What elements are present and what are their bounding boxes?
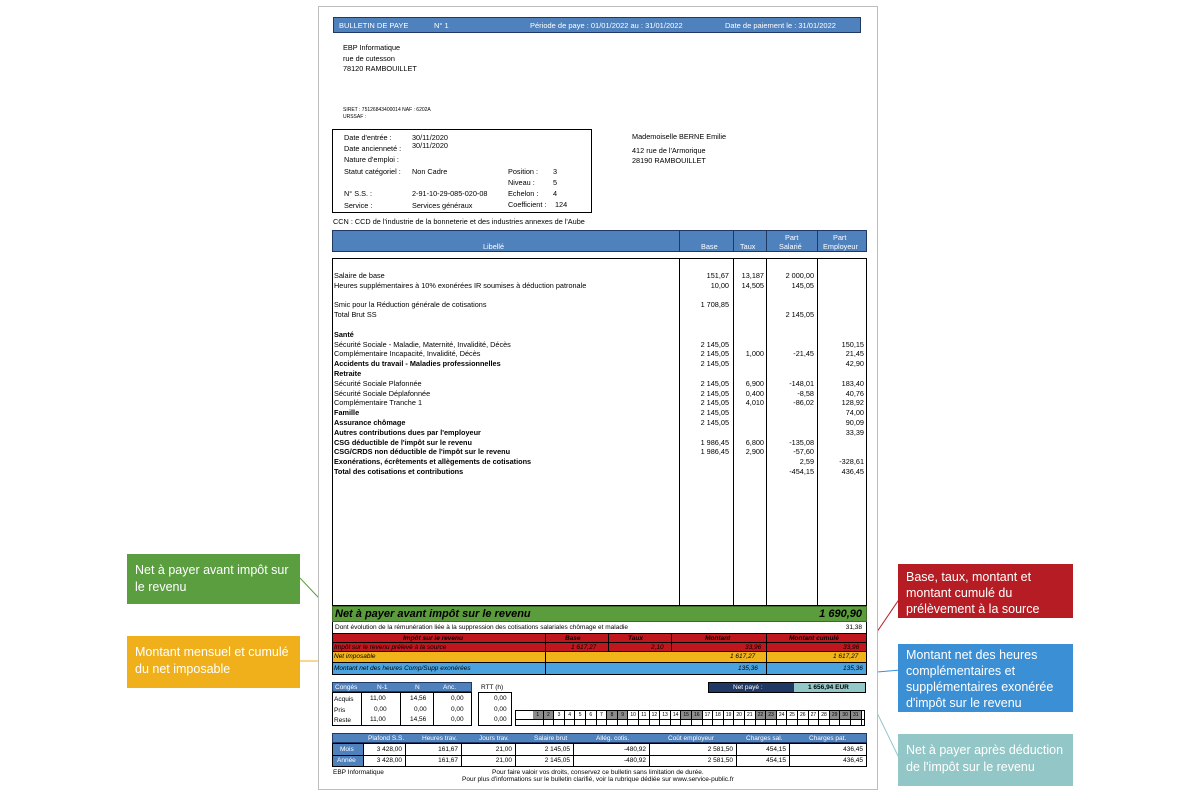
row-base: 10,00	[710, 280, 729, 290]
ss-label: N° S.S. :	[344, 189, 373, 198]
row-label: Heures supplémentaires à 10% exonérées IR soumises à déduction patronale	[334, 280, 587, 290]
ss-number: 2-91-10-29-085-020-08	[412, 189, 488, 198]
conges-h1: N-1	[377, 684, 388, 691]
row-taux: 0,400	[745, 388, 764, 398]
pay-period: Période de paye : 01/01/2022 au : 31/01/2022	[530, 21, 683, 30]
impot-section	[332, 633, 867, 652]
net-imposable-label: Net imposable	[334, 653, 376, 660]
calendar-day: 31	[851, 711, 862, 719]
conges-pris-label: Pris	[334, 707, 346, 714]
row-taux: 2,900	[745, 447, 764, 457]
employer-name: EBP Informatique	[343, 43, 401, 52]
date-entree-label: Date d'entrée :	[344, 133, 392, 142]
employee-street: 412 rue de l'Armorique	[632, 146, 706, 155]
calendar-day: 8	[607, 711, 618, 719]
conges-h3: Anc.	[443, 684, 457, 691]
cumuls-cell: -480,92	[623, 757, 646, 764]
callout-heures-comp: Montant net des heures complémentaires et supplémentaires exonérée d'impôt sur le revenu	[898, 644, 1073, 712]
row-base: 2 145,05	[700, 398, 729, 408]
row-base: 2 145,05	[700, 408, 729, 418]
echelon-label: Echelon :	[508, 189, 539, 198]
rtt-reste: 0,00	[494, 716, 507, 723]
row-part-employeur: 33,39	[845, 427, 864, 437]
employer-urssaf: URSSAF :	[343, 114, 367, 120]
cumuls-cell: 454,15	[766, 746, 786, 753]
conges-header	[332, 682, 472, 692]
conges-reste-anc: 0,00	[451, 716, 464, 723]
employee-city: 28190 RAMBOUILLET	[632, 156, 706, 165]
calendar-day-mark	[660, 719, 671, 725]
row-label: Total des cotisations et contributions	[334, 467, 464, 476]
cumuls-h4: Allég. cotis.	[596, 735, 630, 742]
impot-header-montant: Montant	[705, 635, 731, 642]
conges-reste-n: 14,56	[410, 716, 427, 723]
calendar-day: 17	[703, 711, 714, 719]
heures-comp-label: Montant net des heures Comp/Supp exonérées	[334, 665, 471, 672]
net-paye-value: 1 656,94 EUR	[808, 684, 849, 691]
row-part-employeur: 74,00	[845, 408, 864, 418]
calendar-day-mark	[777, 719, 788, 725]
conges-acquis-n: 14,56	[410, 695, 427, 702]
row-label: Total Brut SS	[334, 310, 377, 320]
calendar-day-mark	[533, 719, 544, 725]
position: 3	[553, 167, 558, 176]
row-part-employeur: 21,45	[845, 349, 864, 359]
bulletin-title: BULLETIN DE PAYE	[339, 21, 409, 30]
cumuls-cell: 2 145,05	[544, 757, 570, 764]
cumuls-cell: 21,00	[495, 757, 512, 764]
calendar-day: 11	[639, 711, 650, 719]
evolution-value: 31,38	[845, 624, 862, 631]
payment-date: Date de paiement le : 31/01/2022	[725, 21, 836, 30]
row-base: 2 145,05	[700, 388, 729, 398]
row-base: 2 145,05	[700, 359, 729, 369]
calendar-day-mark	[830, 719, 841, 725]
service: Services généraux	[412, 201, 473, 210]
calendar-day-mark	[628, 719, 639, 725]
net-avant-impot-label: Net à payer avant impôt sur le revenu	[335, 608, 531, 620]
row-label: Sécurité Sociale Plafonnée	[334, 378, 422, 388]
rtt-pris: 0,00	[494, 706, 507, 713]
calendar-day-mark	[544, 719, 555, 725]
calendar-day: 5	[575, 711, 586, 719]
calendar-day-mark	[565, 719, 576, 725]
net-avant-impot-bar	[332, 606, 867, 622]
row-label: Salaire de base	[334, 271, 385, 280]
calendar-day: 16	[692, 711, 703, 719]
calendar-day: 3	[554, 711, 565, 719]
conges-acquis-label: Acquis	[334, 696, 354, 703]
calendar-day-mark	[618, 719, 629, 725]
calendar-day: 23	[766, 711, 777, 719]
heures-comp-cumul: 135,36	[843, 665, 863, 672]
payslip-header-bar	[333, 17, 861, 33]
row-base: 2 145,05	[700, 378, 729, 388]
row-taux: 14,505	[741, 280, 764, 290]
callout-net-avant-impot: Net à payer avant impôt sur le revenu	[127, 554, 300, 604]
conges-reste-label: Reste	[334, 717, 351, 724]
net-paye-box	[708, 682, 866, 693]
cumuls-cell: 21,00	[495, 746, 512, 753]
impot-header-label: Impôt sur le revenu	[403, 635, 463, 642]
calendar-day: 2	[544, 711, 555, 719]
row-part-employeur: -328,61	[839, 457, 864, 467]
calendar-day: 25	[787, 711, 798, 719]
row-part-salarie: -21,45	[793, 349, 814, 359]
cumuls-body	[332, 743, 867, 767]
employee-info-box	[332, 129, 592, 213]
impot-header-base: Base	[565, 635, 581, 642]
callout-net-apres: Net à payer après déduction de l'impôt sur le revenu	[898, 734, 1073, 786]
calendar-day-mark	[851, 719, 862, 725]
calendar-day: 26	[798, 711, 809, 719]
row-label: Sécurité Sociale - Maladie, Maternité, Invalidité, Décès	[334, 339, 511, 349]
impot-header-cumul: Montant cumulé	[789, 635, 839, 642]
calendar-day-mark	[681, 719, 692, 725]
row-part-salarie: -57,60	[793, 447, 814, 457]
cumuls-cell: 436,45	[843, 746, 863, 753]
row-part-employeur: 42,90	[845, 359, 864, 369]
echelon: 4	[553, 189, 558, 198]
calendar-day-mark	[787, 719, 798, 725]
calendar-day: 4	[565, 711, 576, 719]
calendar-day-mark	[671, 719, 682, 725]
calendar-day: 7	[597, 711, 608, 719]
calendar-day: 13	[660, 711, 671, 719]
niveau-label: Niveau :	[508, 178, 535, 187]
conges-acquis-anc: 0,00	[451, 695, 464, 702]
callout-montant-mensuel: Montant mensuel et cumulé du net imposable	[127, 636, 300, 688]
conges-pris-n1: 0,00	[374, 706, 387, 713]
row-taux: 4,010	[745, 398, 764, 408]
date-entree: 30/11/2020	[412, 133, 448, 142]
net-imposable-cumul: 1 617,27	[833, 653, 859, 660]
footer-company: EBP Informatique	[333, 769, 384, 776]
row-label: CSG déductible de l'impôt sur le revenu	[334, 437, 472, 447]
cumuls-h3: Salaire brut	[534, 735, 568, 742]
calendar-day: 20	[734, 711, 745, 719]
statut-label: Statut catégoriel :	[344, 167, 401, 176]
calendar-day-mark	[597, 719, 608, 725]
row-part-salarie: -454,15	[789, 467, 814, 476]
row-label: Santé	[334, 329, 354, 339]
net-paye-label: Net payé :	[733, 684, 763, 691]
calendar-day: 27	[809, 711, 820, 719]
calendar-day: 6	[586, 711, 597, 719]
impot-row-base: 1 617,27	[571, 644, 597, 651]
row-base: 2 145,05	[700, 339, 729, 349]
cumuls-cell: 436,45	[843, 757, 863, 764]
row-part-employeur: 436,45	[841, 467, 864, 476]
row-label: Famille	[334, 408, 360, 418]
calendar-day: 29	[830, 711, 841, 719]
calendar-day-mark	[650, 719, 661, 725]
row-label: Retraite	[334, 369, 362, 378]
row-base: 2 145,05	[700, 349, 729, 359]
rtt-label: RTT (h)	[481, 684, 504, 691]
coefficient-label: Coefficient :	[508, 200, 547, 209]
cumuls-header	[332, 733, 867, 743]
impot-row-cumul: 33,96	[843, 644, 860, 651]
rtt-acquis: 0,00	[494, 695, 507, 702]
calendar-day-mark	[586, 719, 597, 725]
cumuls-cell: 3 428,00	[376, 746, 402, 753]
row-label: Complémentaire Incapacité, Invalidité, Décès	[334, 349, 481, 359]
calendar-day: 9	[618, 711, 629, 719]
evolution-row	[332, 622, 867, 633]
calendar-day-mark	[840, 719, 851, 725]
payslip-page	[318, 6, 878, 790]
row-taux: 1,000	[745, 349, 764, 359]
ccn-line: CCN : CCD de l'industrie de la bonneterie et des industries annexes de l'Aube	[333, 217, 585, 226]
statut: Non Cadre	[412, 167, 448, 176]
row-label: Complémentaire Tranche 1	[334, 398, 423, 408]
row-label: Autres contributions dues par l'employeur	[334, 427, 481, 437]
cumuls-h1: Heures trav.	[422, 735, 457, 742]
calendar-day-mark	[798, 719, 809, 725]
calendar-strip	[515, 710, 865, 726]
calendar-day-mark	[766, 719, 777, 725]
cumuls-annee-label: Année	[337, 757, 356, 764]
cumuls-cell: 161,67	[438, 746, 458, 753]
cumuls-h7: Charges pat.	[809, 735, 847, 742]
calendar-day-mark	[809, 719, 820, 725]
employer-siret: SIRET : 75126843400014 NAF : 6202A	[343, 107, 431, 113]
cumuls-cell: 3 428,00	[376, 757, 402, 764]
employer-city: 78120 RAMBOUILLET	[343, 64, 417, 73]
conges-pris-n: 0,00	[414, 706, 427, 713]
cumuls-h0: Plafond S.S.	[368, 735, 405, 742]
service-label: Service :	[344, 201, 373, 210]
calendar-day: 19	[724, 711, 735, 719]
cumuls-mois-label: Mois	[340, 746, 354, 753]
conges-body	[332, 692, 472, 726]
col-base: Base	[701, 242, 718, 251]
calendar-day-mark	[724, 719, 735, 725]
calendar-day: 14	[671, 711, 682, 719]
row-part-salarie: 2 145,05	[785, 310, 814, 320]
calendar-day: 1	[533, 711, 544, 719]
calendar-day-mark	[756, 719, 767, 725]
row-part-salarie: -135,08	[789, 437, 814, 447]
row-label: Accidents du travail - Maladies professionnelles	[334, 359, 501, 369]
calendar-day-mark	[745, 719, 756, 725]
row-base: 1 986,45	[700, 437, 729, 447]
cumuls-cell: 2 145,05	[544, 746, 570, 753]
row-taux: 6,800	[745, 437, 764, 447]
calendar-day: 28	[819, 711, 830, 719]
net-imposable-montant: 1 617,27	[730, 653, 756, 660]
row-label: CSG/CRDS non déductible de l'impôt sur le revenu	[334, 447, 511, 457]
calendar-day-mark	[703, 719, 714, 725]
footer-line-1: Pour faire valoir vos droits, conservez ce bulletin sans limitation de durée.	[492, 769, 704, 776]
calendar-day-mark	[819, 719, 830, 725]
row-part-employeur: 183,40	[841, 378, 864, 388]
rtt-box	[478, 692, 512, 726]
bulletin-number: N° 1	[434, 21, 449, 30]
heures-comp-row	[332, 663, 867, 675]
cumuls-h6: Charges sal.	[746, 735, 783, 742]
calendar-day: 21	[745, 711, 756, 719]
col-part-employeur-2: Employeur	[823, 242, 858, 251]
col-libelle: Libellé	[483, 242, 505, 251]
calendar-day-mark	[607, 719, 618, 725]
conges-acquis-n1: 11,00	[370, 695, 386, 702]
calendar-day: 24	[777, 711, 788, 719]
niveau: 5	[553, 178, 558, 187]
row-label: Smic pour la Réduction générale de cotisations	[334, 300, 487, 310]
row-part-salarie: -8,58	[797, 388, 814, 398]
row-base: 2 145,05	[700, 418, 729, 427]
calendar-day: 10	[628, 711, 639, 719]
col-part-salarie-1: Part	[785, 233, 799, 242]
row-label: Sécurité Sociale Déplafonnée	[334, 388, 431, 398]
employer-street: rue de cutesson	[343, 54, 395, 63]
row-part-salarie: 2,59	[799, 457, 814, 467]
row-part-salarie: 2 000,00	[785, 271, 814, 280]
cumuls-cell: -480,92	[623, 746, 646, 753]
callout-base-taux: Base, taux, montant et montant cumulé du prélèvement à la source	[898, 564, 1073, 618]
row-part-employeur: 150,15	[841, 339, 864, 349]
employee-name: Mademoiselle BERNE Emilie	[632, 132, 727, 141]
cumuls-h2: Jours trav.	[479, 735, 509, 742]
cumuls-cell: 454,15	[766, 757, 786, 764]
calendar-day: 30	[840, 711, 851, 719]
conges-h2: N	[415, 684, 420, 691]
cumuls-h5: Coût employeur	[668, 735, 714, 742]
impot-row-montant: 33,96	[745, 644, 762, 651]
cumuls-cell: 161,67	[438, 757, 458, 764]
row-taux: 6,900	[745, 378, 764, 388]
conges-pris-anc: 0,00	[451, 706, 464, 713]
calendar-day: 15	[681, 711, 692, 719]
calendar-day-mark	[575, 719, 586, 725]
calendar-day-mark	[554, 719, 565, 725]
cumuls-cell: 2 581,50	[707, 757, 733, 764]
calendar-day: 18	[713, 711, 724, 719]
nature-emploi-label: Nature d'emploi :	[344, 155, 399, 164]
calendar-day-mark	[639, 719, 650, 725]
net-imposable-row	[332, 652, 867, 663]
evolution-label: Dont évolution de la rémunération liée à la suppression des cotisations salariales chômage et maladie	[335, 624, 629, 631]
date-anciennete: 30/11/2020	[412, 141, 448, 150]
calendar-day-mark	[734, 719, 745, 725]
row-label: Assurance chômage	[334, 418, 406, 427]
main-table-header	[332, 230, 867, 252]
conges-h0: Congés	[335, 684, 358, 691]
coefficient: 124	[555, 200, 568, 209]
date-anciennete-label: Date ancienneté :	[344, 144, 402, 153]
main-table-body	[332, 258, 867, 606]
row-base: 151,67	[706, 271, 729, 280]
calendar-day: 22	[756, 711, 767, 719]
col-part-salarie-2: Salarié	[779, 242, 802, 251]
position-label: Position :	[508, 167, 539, 176]
row-part-salarie: -148,01	[789, 378, 814, 388]
row-part-employeur: 128,92	[841, 398, 864, 408]
footer-line-2: Pour plus d'informations sur le bulletin clarifié, voir la rubrique dédiée sur www.service-public.fr	[462, 776, 734, 783]
row-base: 1 708,85	[700, 300, 729, 310]
row-base: 1 986,45	[700, 447, 729, 457]
row-taux: 13,187	[741, 271, 764, 280]
row-part-salarie: -86,02	[793, 398, 814, 408]
calendar-day-mark	[713, 719, 724, 725]
heures-comp-montant: 135,36	[738, 665, 758, 672]
impot-header-taux: Taux	[628, 635, 643, 642]
impot-row-label: Impôt sur le revenu prélevé à la source	[334, 644, 447, 651]
col-part-employeur-1: Part	[833, 233, 847, 242]
net-avant-impot-value: 1 690,90	[819, 608, 862, 620]
row-part-salarie: 145,05	[791, 280, 814, 290]
calendar-day-mark	[692, 719, 703, 725]
conges-reste-n1: 11,00	[370, 716, 386, 723]
row-part-employeur: 40,76	[845, 388, 864, 398]
row-label: Exonérations, écrêtements et allègements de cotisations	[334, 457, 532, 467]
calendar-day: 12	[650, 711, 661, 719]
col-taux: Taux	[740, 242, 756, 251]
cumuls-cell: 2 581,50	[707, 746, 733, 753]
row-part-employeur: 90,09	[845, 418, 864, 427]
impot-row-taux: 2,10	[651, 644, 664, 651]
